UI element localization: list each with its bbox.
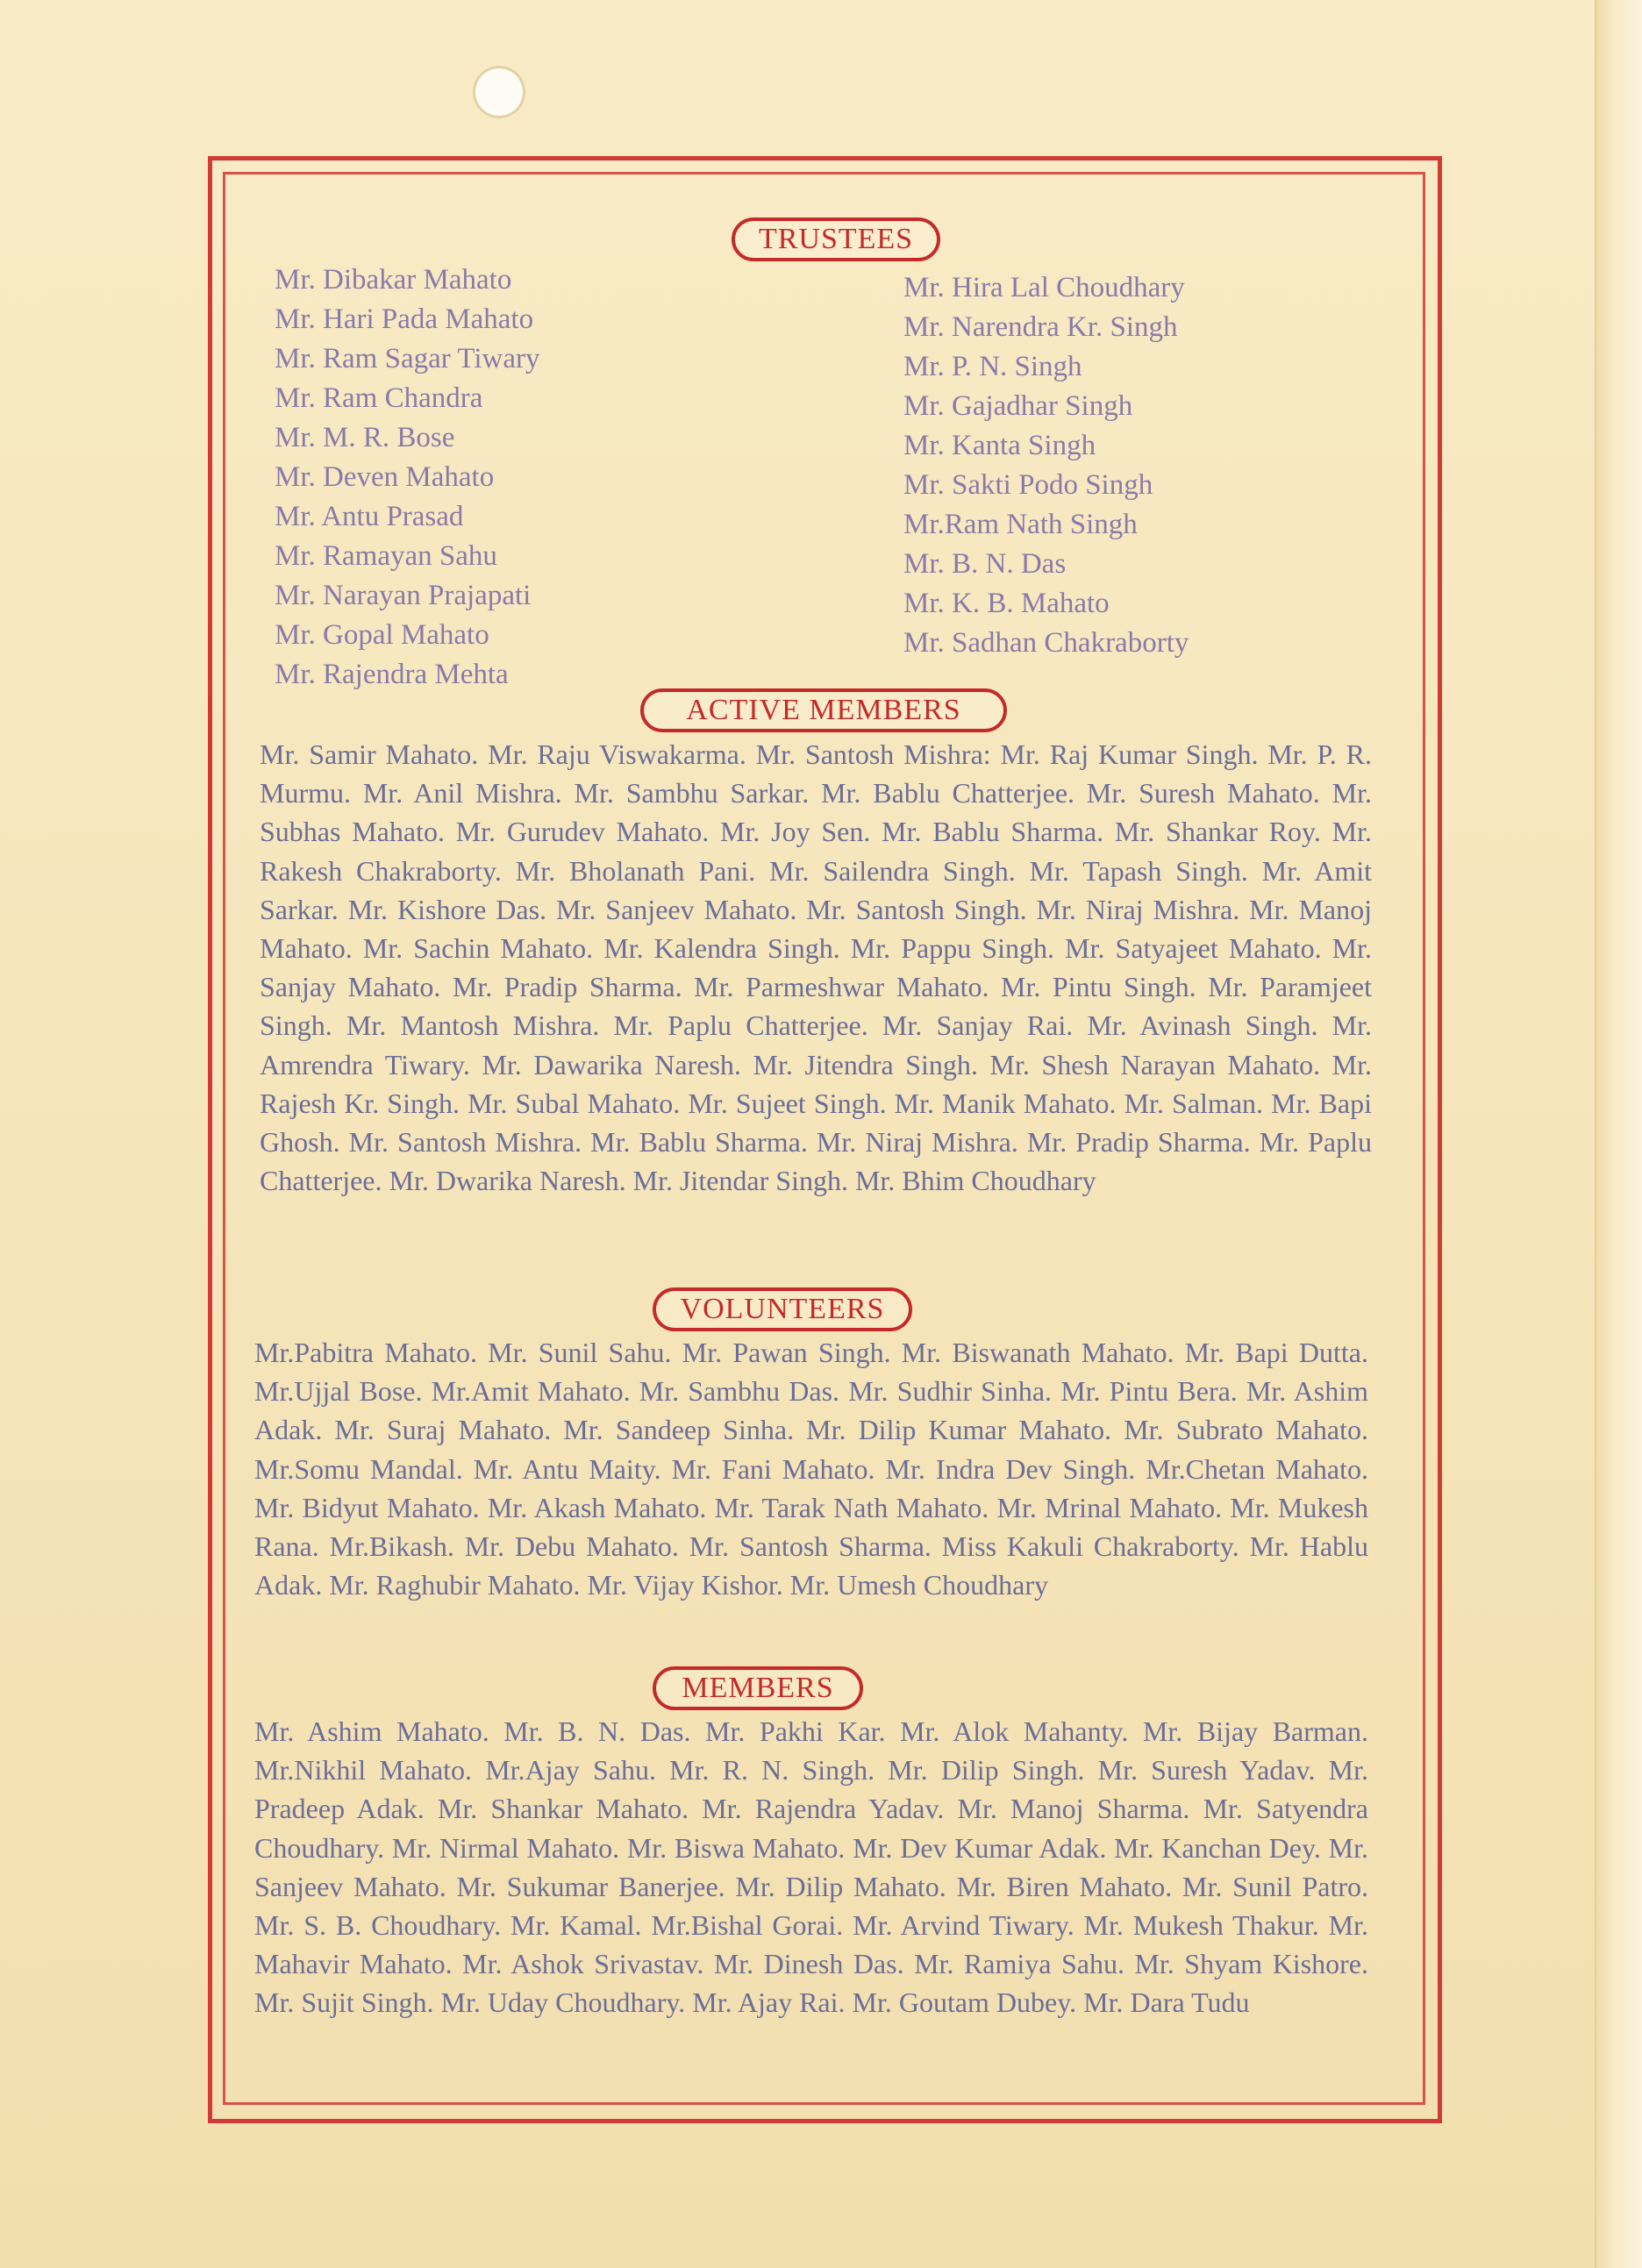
active-members-heading: ACTIVE MEMBERS [640, 688, 1007, 732]
trustee-name: Mr. Dibakar Mahato [275, 264, 512, 296]
trustees-right-column [903, 268, 1189, 663]
trustee-name: Mr. Rajendra Mehta [275, 659, 509, 690]
volunteers-heading: VOLUNTEERS [653, 1287, 912, 1331]
trustee-name: Mr. Ram Sagar Tiwary [275, 343, 540, 374]
trustee-name: Mr. Sakti Podo Singh [903, 469, 1153, 501]
trustees-heading: TRUSTEES [732, 218, 940, 261]
trustee-name: Mr. Gajadhar Singh [903, 390, 1133, 422]
members-heading: MEMBERS [653, 1666, 863, 1710]
trustees-left-column [275, 260, 540, 695]
paper-fold-edge [1595, 0, 1642, 2268]
trustee-name: Mr. P. N. Singh [903, 351, 1082, 382]
trustee-name: Mr. K. B. Mahato [903, 588, 1110, 619]
trustee-name: Mr. Kanta Singh [903, 430, 1096, 461]
active-members-list: Mr. Samir Mahato. Mr. Raju Viswakarma. Mr. Santosh Mishra: Mr. Raj Kumar Singh. Mr. P. R. Murmu. Mr. Anil Mishra. Mr. Sambhu Sarkar. Mr. Bablu Chatterjee. Mr. Suresh Mahato. Mr. Subhas Mahato. Mr. Gurudev Mahato. Mr. Joy Sen. Mr. Bablu Sharma. Mr. Shankar Roy. Mr. Rakesh Chakraborty. Mr. Bholanath Pani. Mr. Sailendra Singh. Mr. Tapash Singh. Mr. Amit Sarkar. Mr. Kishore Das. Mr. Sanjeev Mahato. Mr. Santosh Singh. Mr. Niraj Mishra. Mr. Manoj Mahato. Mr. Sachin Mahato. Mr. Kalendra Singh. Mr. Pappu Singh. Mr. Satyajeet Mahato. Mr. Sanjay Mahato. Mr. Pradip Sharma. Mr. Parmeshwar Mahato. Mr. Pintu Singh. Mr. Paramjeet Singh. Mr. Mantosh Mishra. Mr. Paplu Chatterjee. Mr. Sanjay Rai. Mr. Avinash Singh. Mr. Amrendra Tiwary. Mr. Dawarika Naresh. Mr. Jitendra Singh. Mr. Shesh Narayan Mahato. Mr. Rajesh Kr. Singh. Mr. Subal Mahato. Mr. Sujeet Singh. Mr. Manik Mahato. Mr. Salman. Mr. Bapi Ghosh. Mr. Santosh Mishra. Mr. Bablu Sharma. Mr. Niraj Mishra. Mr. Pradip Sharma. Mr. Paplu Chatterjee. Mr. Dwarika Naresh. Mr. Jitendar Singh. Mr. Bhim Choudhary [260, 738, 1372, 1197]
trustee-name: Mr. Hira Lal Choudhary [903, 272, 1185, 303]
trustee-name: Mr. Deven Mahato [275, 461, 495, 493]
volunteers-list: Mr.Pabitra Mahato. Mr. Sunil Sahu. Mr. Pawan Singh. Mr. Biswanath Mahato. Mr. Bapi Dutta. Mr.Ujjal Bose. Mr.Amit Mahato. Mr. Sambhu Das. Mr. Sudhir Sinha. Mr. Pintu Bera. Mr. Ashim Adak. Mr. Suraj Mahato. Mr. Sandeep Sinha. Mr. Dilip Kumar Mahato. Mr. Subrato Mahato. Mr.Somu Mandal. Mr. Antu Maity. Mr. Fani Mahato. Mr. Indra Dev Singh. Mr.Chetan Mahato. Mr. Bidyut Mahato. Mr. Akash Mahato. Mr. Tarak Nath Mahato. Mr. Mrinal Mahato. Mr. Mukesh Rana. Mr.Bikash. Mr. Debu Mahato. Mr. Santosh Sharma. Miss Kakuli Chakraborty. Mr. Hablu Adak. Mr. Raghubir Mahato. Mr. Vijay Kishor. Mr. Umesh Choudhary [254, 1337, 1368, 1601]
trustee-name: Mr. Ramayan Sahu [275, 540, 497, 572]
trustee-name: Mr. Hari Pada Mahato [275, 303, 534, 335]
trustee-name: Mr.Ram Nath Singh [903, 509, 1138, 540]
trustee-name: Mr. M. R. Bose [275, 422, 455, 453]
trustee-name: Mr. Narayan Prajapati [275, 580, 532, 611]
punch-hole [475, 68, 523, 116]
trustee-name: Mr. Antu Prasad [275, 501, 464, 532]
trustee-name: Mr. Gopal Mahato [275, 619, 489, 651]
members-list: Mr. Ashim Mahato. Mr. B. N. Das. Mr. Pakhi Kar. Mr. Alok Mahanty. Mr. Bijay Barman. Mr.Nikhil Mahato. Mr.Ajay Sahu. Mr. R. N. Singh. Mr. Dilip Singh. Mr. Suresh Yadav. Mr. Pradeep Adak. Mr. Shankar Mahato. Mr. Rajendra Yadav. Mr. Manoj Sharma. Mr. Satyendra Choudhary. Mr. Nirmal Mahato. Mr. Biswa Mahato. Mr. Dev Kumar Adak. Mr. Kanchan Dey. Mr. Sanjeev Mahato. Mr. Sukumar Banerjee. Mr. Dilip Mahato. Mr. Biren Mahato. Mr. Sunil Patro. Mr. S. B. Choudhary. Mr. Kamal. Mr.Bishal Gorai. Mr. Arvind Tiwary. Mr. Mukesh Thakur. Mr. Mahavir Mahato. Mr. Ashok Srivastav. Mr. Dinesh Das. Mr. Ramiya Sahu. Mr. Shyam Kishore. Mr. Sujit Singh. Mr. Uday Choudhary. Mr. Ajay Rai. Mr. Goutam Dubey. Mr. Dara Tudu [254, 1715, 1368, 2019]
trustee-name: Mr. Sadhan Chakraborty [903, 627, 1189, 659]
trustee-name: Mr. Ram Chandra [275, 382, 483, 414]
trustee-name: Mr. B. N. Das [903, 548, 1067, 580]
trustee-name: Mr. Narendra Kr. Singh [903, 311, 1178, 343]
